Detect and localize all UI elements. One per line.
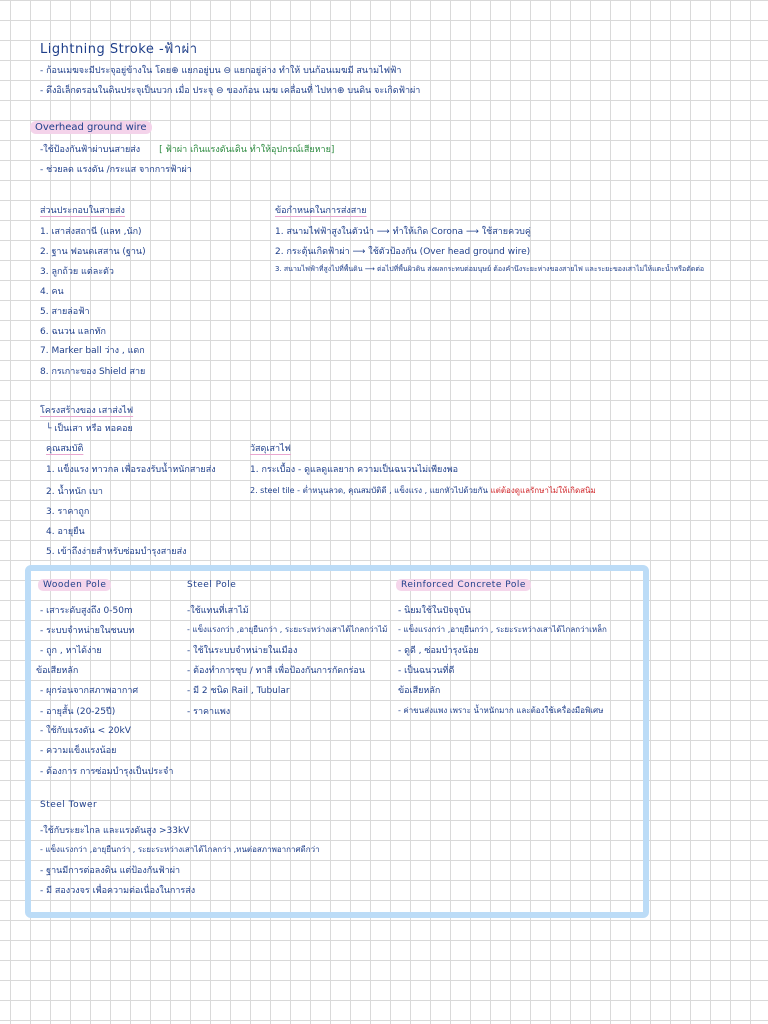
- intro-line-1: - ก้อนเมฆจะมีประจุอยู่ข้างใน โดย⊕ แยกอยู่บน ⊖ แยกอยู่ล่าง ทำให้ บนก้อนเมฆมี สนามไฟฟ้า: [40, 66, 402, 76]
- steel-pole-line: - แข็งแรงกว่า ,อายุยืนกว่า , ระยะระหว่างเสาได้ไกลกว่าไม้: [187, 625, 388, 634]
- steel-pole-line: - มี 2 ชนิด Rail , Tubular: [187, 686, 290, 696]
- property-item: 5. เข้าถึงง่ายสำหรับซ่อมบำรุงสายส่ง: [46, 547, 187, 557]
- component-item: 1. เสาส่งสถานี (แลท ,นัก): [40, 227, 142, 237]
- intro-line-2: - ดึงอิเล็กตรอนในดินประจุเป็นบวก เมื่อ ประจุ ⊖ ของก้อน เมฆ เคลื่อนที่ ไปหา⊕ บนดิน จะเกิดฟ้าผ่า: [40, 86, 421, 96]
- wooden-pole-line: - ระบบจำหน่ายในชนบท: [40, 626, 135, 636]
- materials-heading: วัสดุเสาไฟ: [250, 444, 291, 454]
- wooden-pole-line: - อายุสั้น (20-25ปี): [40, 707, 116, 717]
- wooden-pole-line: - เสาระดับสูงถึง 0-50m: [40, 606, 133, 616]
- concrete-pole-line: ข้อเสียหลัก: [398, 686, 441, 696]
- steel-tower-title: Steel Tower: [40, 800, 98, 810]
- concrete-pole-title: Reinforced Concrete Pole: [396, 579, 531, 591]
- wooden-pole-line: - ผุกร่อนจากสภาพอากาศ: [40, 686, 139, 696]
- properties-heading: คุณสมบัติ: [46, 444, 84, 454]
- material-item-2: [250, 484, 596, 497]
- component-item: 5. สายล่อฟ้า: [40, 307, 90, 317]
- component-item: 4. คน: [40, 287, 64, 297]
- concrete-pole-line: - ดูดี , ซ่อมบำรุงน้อย: [398, 646, 479, 656]
- lightning-title: Lightning Stroke -ฟ้าผ่า: [40, 42, 198, 57]
- notes-heading: ข้อกำหนดในการส่งสาย: [275, 206, 367, 216]
- component-item: 2. ฐาน ฟอนดเสสาน (ฐาน): [40, 247, 146, 257]
- wooden-pole-line: - ถูก , หาได้ง่าย: [40, 646, 102, 656]
- property-item: 4. อายุยืน: [46, 527, 85, 537]
- material-item-2-warning: แต่ต้องดูแลรักษาไม่ให้เกิดสนิม: [490, 486, 596, 495]
- concrete-pole-line: - นิยมใช้ในปัจจุบัน: [398, 606, 471, 616]
- ground-wire-note: [ ฟ้าผ่า เกินแรงดันเดิน ทำให้อุปกรณ์เสียหาย]: [159, 145, 335, 155]
- property-item: 3. ราคาถูก: [46, 507, 90, 517]
- ground-wire-heading: Overhead ground wire: [30, 121, 152, 134]
- component-item: 8. กรเกาะของ Shield สาย: [40, 367, 146, 377]
- ground-wire-line-1-text: -ใช้ป้องกันฟ้าผ่าบนสายส่ง: [40, 145, 141, 155]
- steel-tower-line: - ฐานมีการต่อลงดิน แต่ป้องกันฟ้าผ่า: [40, 866, 181, 876]
- wooden-pole-line: - ต้องการ การซ่อมบำรุงเป็นประจำ: [40, 767, 174, 777]
- wooden-pole-line: - ใช้กับแรงดัน < 20kV: [40, 726, 131, 736]
- concrete-pole-line: - ค่าขนส่งแพง เพราะ น้ำหนักมาก และต้องใช้เครื่องมือพิเศษ: [398, 706, 604, 715]
- component-item: 7. Marker ball ว่าง , แดก: [40, 346, 145, 356]
- steel-tower-line: - มี สองวงจร เพื่อความต่อเนื่องในการส่ง: [40, 886, 196, 896]
- steel-pole-line: -ใช้แทนที่เสาไม้: [187, 606, 249, 616]
- note-item: 3. สนามไฟฟ้าที่สูงไปที่พื้นดิน ⟶ ต่อไปที่พื้นผิวดิน ส่งผลกระทบต่อมนุษย์ ต้องคำนึงระยะห่างของสายไฟ และระยะของเสาไม่ให้แตะน้ำหรือตัดต่อ: [275, 265, 705, 273]
- note-item: 2. กระตุ้นเกิดฟ้าผ่า ⟶ ใช้ตัวป้องกัน (Over head ground wire): [275, 247, 531, 257]
- steel-pole-line: - ราคาแพง: [187, 707, 231, 717]
- wooden-pole-line: ข้อเสียหลัก: [36, 666, 79, 676]
- wooden-pole-title: Wooden Pole: [38, 579, 111, 591]
- steel-pole-line: - ต้องทำการชุบ / ทาสี เพื่อป้องกันการกัดกร่อน: [187, 666, 365, 676]
- pole-structure-subline: └ เป็นเสา หรือ หอคอย: [46, 424, 133, 434]
- steel-pole-line: - ใช้ในระบบจำหน่ายในเมือง: [187, 646, 298, 656]
- material-item-2-text: 2. steel tile - ต่ำหนุนลวด, คุณสมบัติดี , แข็งแรง , แยกหัวไปด้วยกัน: [250, 486, 491, 495]
- material-item: 1. กระเบื้อง - ดูแลดูแลยาก ความเป็นฉนวนไม่เพียงพอ: [250, 465, 459, 475]
- steel-pole-title: Steel Pole: [187, 580, 237, 590]
- steel-tower-line: -ใช้กับระยะไกล และแรงดันสูง >33kV: [40, 826, 190, 836]
- components-heading: ส่วนประกอบในสายส่ง: [40, 206, 125, 216]
- concrete-pole-line: - เป็นฉนวนที่ดี: [398, 666, 455, 676]
- property-item: 2. น้ำหนัก เบา: [46, 487, 103, 497]
- wooden-pole-line: - ความแข็งแรงน้อย: [40, 746, 117, 756]
- ground-wire-line-2: - ช่วยลด แรงดัน /กระแส จากการฟ้าผ่า: [40, 165, 192, 175]
- property-item: 1. แข็งแรง ทาวกล เพื่อรองรับน้ำหนักสายส่ง: [46, 465, 216, 475]
- steel-tower-line: - แข็งแรงกว่า ,อายุยืนกว่า , ระยะระหว่างเสาได้ไกลกว่า ,ทนต่อสภาพอากาศดีกว่า: [40, 845, 320, 854]
- concrete-pole-line: - แข็งแรงกว่า ,อายุยืนกว่า , ระยะระหว่างเสาได้ไกลกว่าเหล็ก: [398, 625, 607, 634]
- ground-wire-line-1: [40, 142, 334, 156]
- pole-structure-heading: โครงสร้างของ เสาส่งไฟ: [40, 406, 134, 416]
- component-item: 6. ฉนวน แลกทัก: [40, 327, 106, 337]
- note-item: 1. สนามไฟฟ้าสูงในตัวนำ ⟶ ทำให้เกิด Corona ⟶ ใช้สายควบคู่: [275, 227, 531, 237]
- component-item: 3. ลูกถ้วย แต่ละตัว: [40, 267, 114, 277]
